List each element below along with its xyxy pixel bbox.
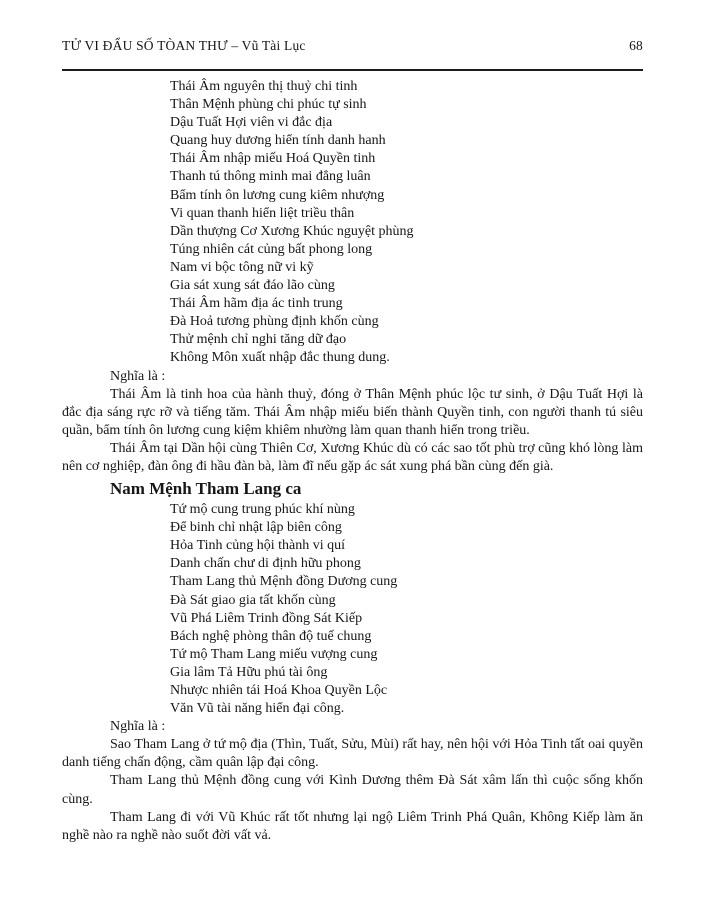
paragraph: Sao Tham Lang ở tứ mộ địa (Thìn, Tuất, Sửu, Mùi) rất hay, nên hội với Hỏa Tinh tất oai quyền danh tiếng chấn động, cầm quân lập đại công. — [62, 737, 643, 771]
poem-line: Danh chấn chư di định hữu phong — [170, 556, 361, 572]
poem-tham-lang — [170, 501, 643, 718]
poem-line: Thái Âm nguyên thị thuỷ chi tinh — [170, 79, 358, 94]
page-header — [62, 38, 643, 54]
paragraph: Thái Âm tại Dần hội cùng Thiên Cơ, Xương Khúc dù có các sao tốt phù trợ cũng khó lòng làm nên cơ nghiệp, đàn ông đi hầu đàn bà, làm đĩ nếu gặp ác sát xung phá bần cùng đến già. — [62, 440, 643, 474]
running-title: TỬ VI ĐẨU SỐ TÒAN THƯ – Vũ Tài Lục — [62, 38, 306, 53]
poem-line: Thái Âm nhập miếu Hoá Quyền tinh — [170, 151, 376, 167]
poem-line: Thanh tú thông minh mai đẳng luân — [170, 169, 371, 185]
meaning-label-1: Nghĩa là : — [110, 368, 166, 384]
poem-line: Vi quan thanh hiển liệt triều thân — [170, 205, 355, 221]
paragraph: Tham Lang đi với Vũ Khúc rất tốt nhưng lại ngộ Liêm Trinh Phá Quân, Không Kiếp làm ăn nghề nào ra nghề nào suốt đời vất vả. — [62, 809, 643, 843]
poem-line: Túng nhiên cát củng bất phong long — [170, 241, 373, 257]
paragraph: Tham Lang thủ Mệnh đồng cung với Kình Dương thêm Đà Sát xâm lấn thì cuộc sống khốn cùng. — [62, 773, 643, 807]
poem-line: Bẩm tính ôn lương cung kiêm nhượng — [170, 187, 385, 203]
poem-line: Nhược nhiên tái Hoá Khoa Quyền Lộc — [170, 683, 388, 698]
poem-line: Quang huy dương hiển tính danh hanh — [170, 133, 386, 149]
poem-line: Đà Hoả tương phùng định khốn cùng — [170, 314, 379, 330]
poem-line: Nam vi bộc tông nữ vi kỹ — [170, 259, 314, 275]
section-heading-tham-lang: Nam Mệnh Tham Lang ca — [110, 479, 302, 499]
meaning-paragraphs-2 — [62, 736, 643, 845]
poem-line: Để binh chỉ nhật lập biên công — [170, 520, 342, 536]
meaning-label-2: Nghĩa là : — [110, 719, 166, 735]
poem-line: Văn Vũ tài năng hiển đại công. — [170, 701, 345, 717]
poem-line: Dậu Tuất Hợi viên vi đắc địa — [170, 115, 333, 131]
poem-line: Tứ mộ Tham Lang miếu vượng cung — [170, 646, 378, 662]
poem-line: Không Môn xuất nhập đắc thung dung. — [170, 350, 390, 366]
poem-line: Đà Sát giao gia tất khốn cùng — [170, 592, 336, 608]
poem-line: Thử mệnh chỉ nghi tăng dữ đạo — [170, 332, 347, 348]
poem-line: Gia sát xung sát đáo lão cùng — [170, 278, 335, 294]
poem-line: Tham Lang thủ Mệnh đồng Dương cung — [170, 574, 398, 590]
poem-line: Gia lâm Tả Hữu phú tài ông — [170, 664, 328, 680]
poem-line: Bách nghệ phòng thân độ tuế chung — [170, 628, 372, 644]
poem-line: Dần thượng Cơ Xương Khúc nguyệt phùng — [170, 223, 414, 239]
poem-line: Tứ mộ cung trung phúc khí nùng — [170, 502, 355, 518]
poem-line: Hỏa Tinh củng hội thành vi quí — [170, 538, 346, 554]
poem-thai-am — [170, 78, 643, 368]
paragraph: Thái Âm là tinh hoa của hành thuỷ, đóng ở Thân Mệnh phúc lộc tư sinh, ở Dậu Tuất Hợi là đắc địa sáng rực rỡ và tiếng tăm. Thái Âm nhập miếu biến thành Quyền tinh, con người thanh tú siêu quần, bẩm tính ôn lương cung kiệm khiêm nhường làm quan thanh hiển trong triều. — [62, 386, 643, 438]
poem-line: Thân Mệnh phùng chi phúc tự sinh — [170, 97, 367, 113]
header-rule — [62, 69, 643, 71]
page-number: 68 — [629, 38, 643, 53]
meaning-paragraphs-1 — [62, 386, 643, 476]
poem-line: Vũ Phá Liêm Trinh đồng Sát Kiếp — [170, 610, 363, 626]
poem-line: Thái Âm hãm địa ác tinh trung — [170, 296, 343, 312]
